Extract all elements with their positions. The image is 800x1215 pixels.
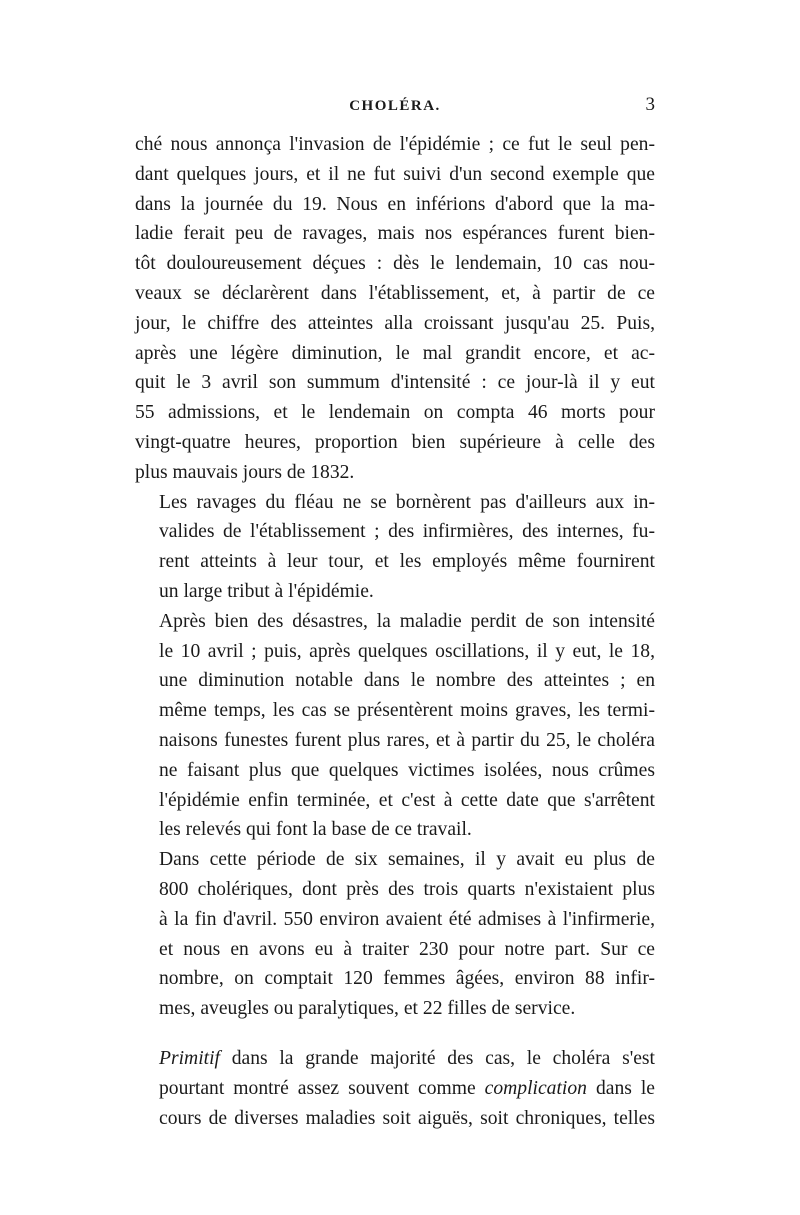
text-line: à la fin d'avril. 550 environ avaient été admises à l'infirmerie, (159, 908, 655, 930)
text-line: tôt douloureusement déçues : dès le lendemain, 10 cas nou- (135, 253, 655, 275)
text-line: l'épidémie enfin terminée, et c'est à cette date que s'arrêtent (159, 789, 655, 811)
text-line: jour, le chiffre des atteintes alla croissant jusqu'au 25. Puis, (135, 312, 655, 334)
body-text (135, 130, 655, 1133)
text-line: le 10 avril ; puis, après quelques oscillations, il y eut, le 18, (159, 640, 655, 662)
italic-word: Primitif (159, 1047, 220, 1069)
text-line: mes, aveugles ou paralytiques, et 22 filles de service. (159, 998, 576, 1020)
text-line: un large tribut à l'épidémie. (159, 580, 374, 602)
paragraph-5 (135, 1044, 655, 1133)
text-line: 800 cholériques, dont près des trois quarts n'existaient plus (159, 878, 655, 900)
text-line: naisons funestes furent plus rares, et à partir du 25, le choléra (159, 729, 655, 751)
text-line: Les ravages du fléau ne se bornèrent pas d'ailleurs aux in- (159, 491, 655, 513)
text-line: cours de diverses maladies soit aiguës, soit chroniques, telles (159, 1107, 655, 1129)
paragraph-2 (135, 488, 655, 607)
text-line: veaux se déclarèrent dans l'établissement, et, à partir de ce (135, 282, 655, 304)
text-line: Après bien des désastres, la maladie perdit de son intensité (159, 610, 655, 632)
paragraph-1 (135, 130, 655, 488)
text-line: après une légère diminution, le mal grandit encore, et ac- (135, 342, 655, 364)
page-number: 3 (645, 94, 655, 115)
running-title: CHOLÉRA. (349, 98, 441, 114)
text-line: rent atteints à leur tour, et les employés même fournirent (159, 551, 655, 573)
text-line: valides de l'établissement ; des infirmières, des internes, fu- (159, 521, 655, 543)
page-header (135, 92, 655, 118)
text-line: une diminution notable dans le nombre des atteintes ; en (159, 670, 655, 692)
text-line: plus mauvais jours de 1832. (135, 461, 355, 483)
text-line: vingt-quatre heures, proportion bien supérieure à celle des (135, 431, 655, 453)
text-line: les relevés qui font la base de ce travail. (159, 819, 472, 841)
text-line: ché nous annonça l'invasion de l'épidémie ; ce fut le seul pen- (135, 134, 655, 155)
text-line: dant quelques jours, et il ne fut suivi d'un second exemple que (135, 163, 655, 185)
text-line: quit le 3 avril son summum d'intensité : ce jour-là il y eut (135, 372, 655, 394)
text-line: ne faisant plus que quelques victimes isolées, nous crûmes (159, 759, 655, 781)
text-line: et nous en avons eu à traiter 230 pour notre part. Sur ce (159, 938, 655, 960)
text-line: 55 admissions, et le lendemain on compta 46 morts pour (135, 402, 655, 424)
text-line: Primitif dans la grande majorité des cas, le choléra s'est (159, 1047, 655, 1069)
paragraph-gap (135, 1024, 655, 1044)
text-line: même temps, les cas se présentèrent moins graves, les termi- (159, 700, 655, 722)
text-line: dans la journée du 19. Nous en inférions d'abord que la ma- (135, 193, 655, 215)
paragraph-3 (135, 607, 655, 845)
text-line: ladie ferait peu de ravages, mais nos espérances furent bien- (135, 223, 655, 245)
paragraph-4 (135, 845, 655, 1024)
text-line: nombre, on comptait 120 femmes âgées, environ 88 infir- (159, 968, 655, 990)
text-line: pourtant montré assez souvent comme complication dans le (159, 1077, 655, 1099)
italic-word: complication (484, 1077, 587, 1099)
text-line: Dans cette période de six semaines, il y avait eu plus de (159, 849, 655, 871)
